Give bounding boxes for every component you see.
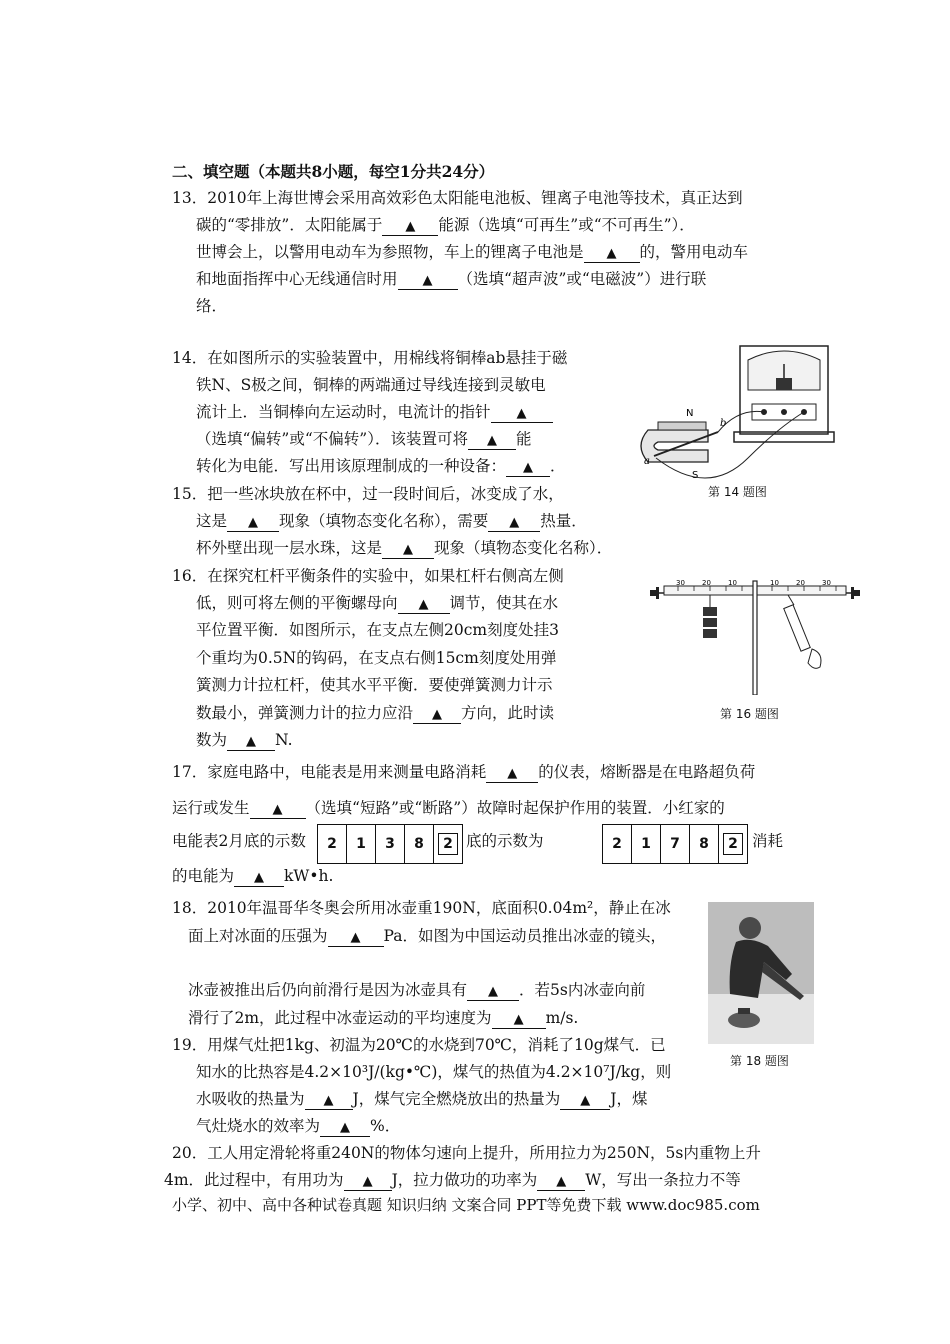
q13-line-5: 络． — [196, 297, 228, 315]
q14-figure — [628, 338, 848, 488]
q13-line-1: 13．2010年上海世博会采用高效彩色太阳能电池板、锂离子电池等技术，真正达到 — [172, 189, 743, 207]
answer-blank: ▲ — [382, 542, 434, 559]
q13-line-2: 碳的“零排放”．太阳能属于 ▲ 能源（选填“可再生”或“不可再生”）． — [196, 216, 695, 234]
q18-line-1: 18．2010年温哥华冬奥会所用冰壶重190N，底面积0.04m²，静止在冰 — [172, 899, 671, 917]
answer-blank: ▲ — [468, 433, 516, 450]
meter-digit: 8 — [690, 825, 719, 863]
meter-digit: 1 — [347, 825, 376, 863]
q14-caption: 第 14 题图 — [708, 485, 767, 499]
q17-line-3c: 消耗 — [752, 832, 784, 850]
ruler-label: 30 — [822, 579, 831, 587]
label-a: a — [644, 456, 650, 467]
q14-line-1: 14．在如图所示的实验装置中，用棉线将铜棒ab悬挂于磁 — [172, 349, 568, 367]
q13-line-3: 世博会上，以警用电动车为参照物，车上的锂离子电池是 ▲ 的，警用电动车 — [196, 243, 749, 261]
answer-blank: ▲ — [486, 766, 538, 783]
footer-ad: 小学、初中、高中各种试卷真题 知识归纳 文案合同 PPT等免费下载 www.doc985.com — [172, 1196, 760, 1214]
q18-caption: 第 18 题图 — [730, 1054, 789, 1068]
q20-line-2: 4m．此过程中，有用功为 ▲ J，拉力做功的功率为 ▲ W，写出一条拉力不等 — [164, 1171, 741, 1189]
answer-blank: ▲ — [227, 515, 279, 532]
answer-blank: ▲ — [227, 734, 275, 751]
section-title: 二、填空题（本题共8小题，每空1分共24分） — [172, 162, 495, 181]
q15-line-3: 杯外壁出现一层水珠，这是 ▲ 现象（填物态变化名称）． — [196, 539, 613, 557]
answer-blank: ▲ — [488, 515, 540, 532]
ruler-label: 20 — [702, 579, 711, 587]
answer-blank: ▲ — [506, 460, 550, 477]
q16-line-5: 簧测力计拉杠杆，使其水平平衡．要使弹簧测力计示 — [196, 676, 553, 694]
q18-line-2: 面上对冰面的压强为 ▲ Pa．如图为中国运动员推出冰壶的镜头， — [188, 927, 666, 945]
q14-line-2: 铁N、S极之间，铜棒的两端通过导线连接到灵敏电 — [196, 376, 546, 394]
q14-line-5: 转化为电能．写出用该原理制成的一种设备： ▲ ． — [196, 457, 566, 475]
q18-line-4: 滑行了2m，此过程中冰壶运动的平均速度为 ▲ m/s. — [188, 1009, 579, 1027]
answer-blank: ▲ — [234, 870, 284, 887]
q17-line-2: 运行或发生 ▲ （选填“短路”或“断路”）故障时起保护作用的装置．小红家的 — [172, 799, 725, 817]
ruler-label: 20 — [796, 579, 805, 587]
meter-digit: 1 — [632, 825, 661, 863]
q19-line-1: 19．用煤气灶把1kg、初温为20℃的水烧到70℃，消耗了10g煤气．已 — [172, 1036, 666, 1054]
answer-blank: ▲ — [320, 1120, 370, 1137]
answer-blank: ▲ — [398, 597, 450, 614]
answer-blank: ▲ — [250, 802, 306, 819]
answer-blank: ▲ — [328, 930, 384, 947]
answer-blank: ▲ — [305, 1093, 353, 1110]
answer-blank: ▲ — [398, 273, 458, 290]
q15-line-1: 15．把一些冰块放在杯中，过一段时间后，冰变成了水， — [172, 485, 564, 503]
q16-line-3: 平位置平衡．如图所示，在支点左侧20cm刻度处挂3 — [196, 621, 559, 639]
q17-line-3a: 电能表2月底的示数 — [172, 832, 306, 850]
q16-caption: 第 16 题图 — [720, 707, 779, 721]
q16-line-1: 16．在探究杠杆平衡条件的实验中，如果杠杆右侧高左侧 — [172, 567, 564, 585]
q14-line-4: （选填“偏转”或“不偏转”）．该装置可将 ▲ 能 — [196, 430, 532, 448]
q20-line-1: 20．工人用定滑轮将重240N的物体匀速向上提升，所用拉力为250N，5s内重物上升 — [172, 1144, 761, 1162]
q13-line-4: 和地面指挥中心无线通信时用 ▲ （选填“超声波”或“电磁波”）进行联 — [196, 270, 707, 288]
meter-digit: 8 — [405, 825, 434, 863]
label-n: N — [686, 408, 694, 419]
q19-line-4: 气灶烧水的效率为 ▲ %． — [196, 1117, 401, 1135]
meter-digit: 3 — [376, 825, 405, 863]
q17-line-4: 的电能为 ▲ kW•h. — [172, 867, 334, 885]
answer-blank: ▲ — [560, 1093, 610, 1110]
q19-line-2: 知水的比热容是4.2×10³J/(kg•℃)，煤气的热值为4.2×10⁷J/kg，则 — [196, 1063, 672, 1081]
q17-line-1: 17．家庭电路中，电能表是用来测量电路消耗 ▲ 的仪表，熔断器是在电路超负荷 — [172, 763, 756, 781]
meter-digit: 2 — [603, 825, 632, 863]
ruler-label: 10 — [728, 579, 737, 587]
q15-line-2: 这是 ▲ 现象（填物态变化名称），需要 ▲ 热量． — [196, 512, 587, 530]
meter-digit-decimal: 2 — [719, 825, 747, 863]
answer-blank: ▲ — [537, 1174, 585, 1191]
q16-line-6: 数最小，弹簧测力计的拉力应沿 ▲ 方向，此时读 — [196, 704, 555, 722]
q16-line-7: 数为 ▲ N. — [196, 731, 293, 749]
label-b: b — [720, 418, 727, 429]
q19-line-3: 水吸收的热量为 ▲ J，煤气完全燃烧放出的热量为 ▲ J，煤 — [196, 1090, 648, 1108]
answer-blank: ▲ — [492, 1012, 546, 1029]
ruler-label: 10 — [770, 579, 779, 587]
q16-figure — [648, 575, 862, 695]
meter-reading-end — [602, 824, 748, 864]
answer-blank: ▲ — [491, 406, 553, 423]
ruler-label: 30 — [676, 579, 685, 587]
q14-line-3: 流计上．当铜棒向左运动时，电流计的指针 ▲ — [196, 402, 553, 423]
answer-blank: ▲ — [413, 707, 461, 724]
meter-digit: 7 — [661, 825, 690, 863]
q18-line-3: 冰壶被推出后仍向前滑行是因为冰壶具有 ▲ ．若5s内冰壶向前 — [188, 981, 646, 999]
label-s: S — [692, 470, 699, 481]
meter-digit: 2 — [318, 825, 347, 863]
answer-blank: ▲ — [382, 219, 438, 236]
answer-blank: ▲ — [467, 984, 519, 1001]
q16-line-2: 低，则可将左侧的平衡螺母向 ▲ 调节，使其在水 — [196, 594, 559, 612]
meter-reading-february — [317, 824, 463, 864]
answer-blank: ▲ — [584, 246, 640, 263]
curling-photo — [708, 902, 814, 1044]
q17-line-3b: 底的示数为 — [466, 832, 544, 850]
meter-digit-decimal: 2 — [434, 825, 462, 863]
q16-line-4: 个重均为0.5N的钩码，在支点右侧15cm刻度处用弹 — [196, 649, 557, 667]
answer-blank: ▲ — [344, 1174, 392, 1191]
